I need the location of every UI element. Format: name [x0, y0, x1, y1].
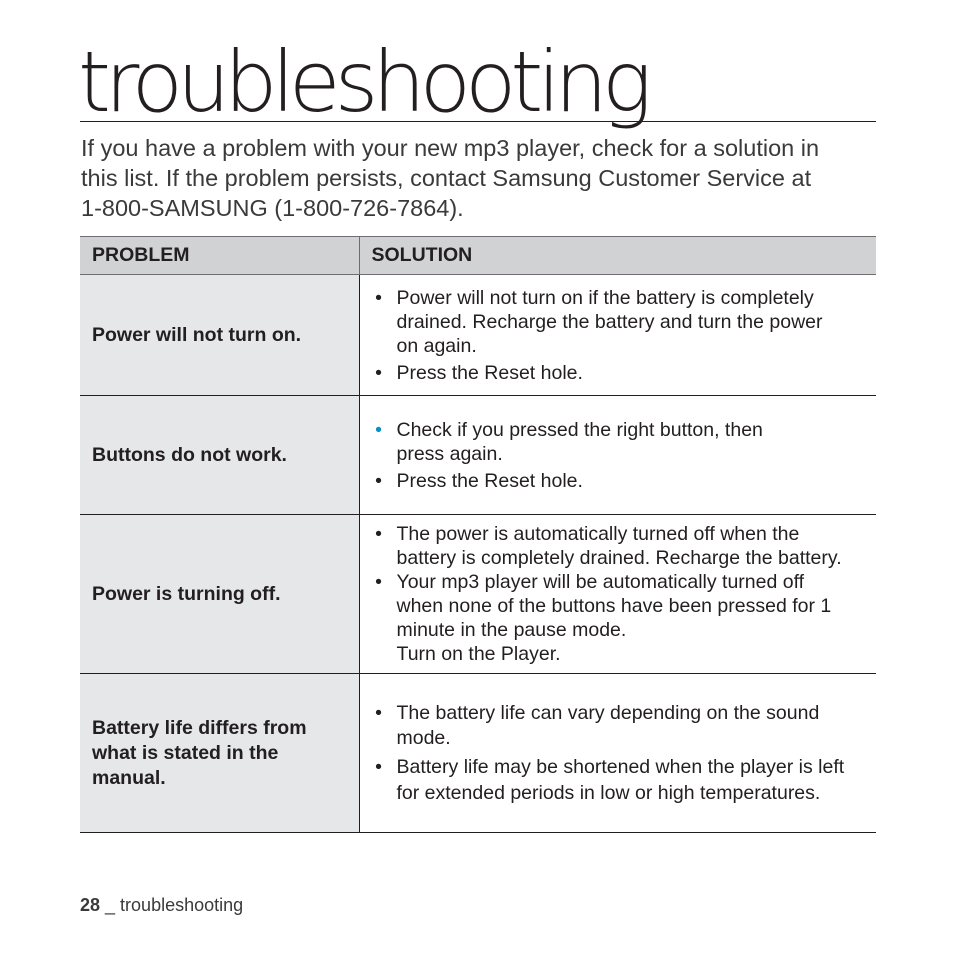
- solution-item: [372, 286, 867, 358]
- solution-text: The battery life can vary depending on the sound: [396, 701, 820, 724]
- table-row: [80, 515, 876, 674]
- title-divider: [80, 121, 876, 122]
- solution-text: drained. Recharge the battery and turn the power: [396, 310, 823, 333]
- table-row: [80, 275, 876, 396]
- troubleshooting-table: [80, 236, 876, 833]
- solution-text: mode.: [396, 726, 451, 749]
- page-number: 28: [80, 895, 101, 915]
- intro-line: 1-800-SAMSUNG (1-800-726-7864).: [81, 195, 464, 221]
- solution-item: [372, 522, 867, 570]
- solution-text: Press the Reset hole.: [396, 361, 583, 384]
- solution-item: [372, 418, 867, 466]
- page-title: troubleshooting: [78, 33, 647, 131]
- solution-cell: [359, 674, 876, 833]
- solution-list: [372, 522, 867, 666]
- solution-list: [372, 701, 867, 806]
- solution-cell: [359, 515, 876, 674]
- solution-cell: [359, 396, 876, 515]
- solution-text: minute in the pause mode.: [396, 619, 627, 641]
- problem-cell: Power is turning off.: [80, 515, 359, 674]
- intro-paragraph: [81, 133, 881, 223]
- intro-line: If you have a problem with your new mp3 player, check for a solution in: [81, 135, 820, 161]
- solution-item: [372, 361, 867, 385]
- bullet-icon: •: [375, 469, 382, 492]
- bullet-icon: •: [375, 286, 382, 309]
- solution-text: press again.: [396, 442, 503, 465]
- bullet-icon: •: [375, 701, 382, 724]
- solution-list: [372, 418, 867, 493]
- solution-item: [372, 701, 867, 751]
- problem-cell: Battery life differs from what is stated in the manual.: [80, 674, 359, 833]
- table-row: [80, 674, 876, 833]
- footer-separator: _: [100, 895, 121, 915]
- solution-text: Check if you pressed the right button, then: [396, 418, 763, 441]
- solution-cell: [359, 275, 876, 396]
- solution-text: Turn on the Player.: [396, 643, 561, 665]
- solution-text: Battery life may be shortened when the player is left: [396, 755, 845, 778]
- footer-section-label: troubleshooting: [120, 895, 244, 915]
- solution-list: [372, 286, 867, 385]
- solution-item: [372, 469, 867, 493]
- solution-item: [372, 570, 867, 666]
- solution-text: Your mp3 player will be automatically turned off: [396, 571, 805, 593]
- solution-text: Press the Reset hole.: [396, 469, 583, 492]
- bullet-icon: •: [375, 571, 382, 593]
- bullet-icon: •: [375, 755, 382, 778]
- solution-text: Power will not turn on if the battery is completely: [396, 286, 814, 309]
- solution-text: for extended periods in low or high temperatures.: [396, 781, 821, 804]
- bullet-icon: •: [375, 523, 382, 545]
- bullet-icon: •: [375, 418, 382, 441]
- intro-line: this list. If the problem persists, contact Samsung Customer Service at: [81, 165, 812, 191]
- bullet-icon: •: [375, 361, 382, 384]
- page-footer: [80, 895, 243, 916]
- table-row: [80, 396, 876, 515]
- problem-cell: Power will not turn on.: [80, 275, 359, 396]
- solution-item: [372, 754, 867, 806]
- solution-text: battery is completely drained. Recharge the battery.: [396, 547, 842, 569]
- solution-text: on again.: [396, 334, 477, 357]
- problem-cell: Buttons do not work.: [80, 396, 359, 515]
- solution-text: when none of the buttons have been pressed for 1: [396, 595, 832, 617]
- header-problem: PROBLEM: [80, 237, 359, 275]
- table-header-row: [80, 237, 876, 275]
- header-solution: SOLUTION: [359, 237, 876, 275]
- solution-text: The power is automatically turned off when the: [396, 523, 800, 545]
